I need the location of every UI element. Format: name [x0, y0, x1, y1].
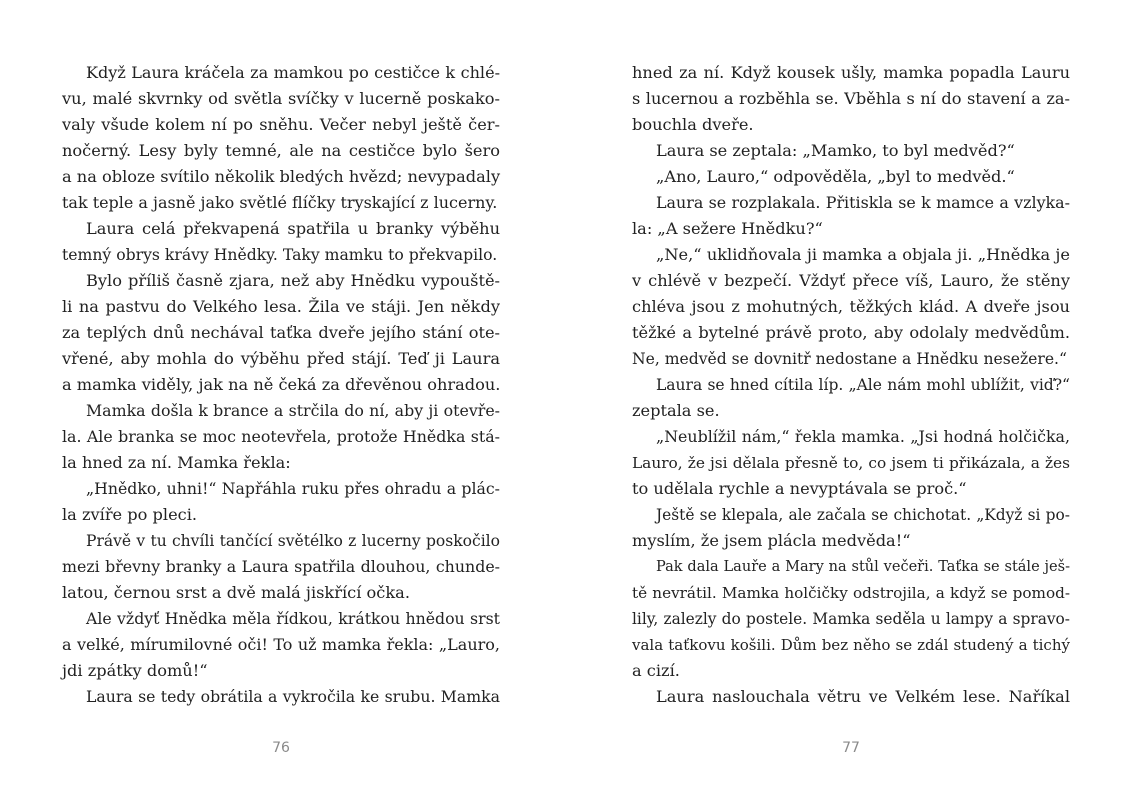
text-line: to udělala rychle a nevyptávala se proč.“ [632, 479, 967, 498]
text-line: Když Laura kráčela za mamkou po cestičce k chlé- [86, 63, 500, 82]
text-line: la hned za ní. Mamka řekla: [62, 453, 291, 472]
text-line: latou, černou srst a dvě malá jiskřící očka. [62, 583, 410, 602]
text-line: Laura naslouchala větru ve Velkém lese. Naříkal [656, 687, 1070, 706]
text-line: „Hnědko, uhni!“ Napřáhla ruku přes ohradu a plác- [86, 479, 500, 498]
text-line: tě nevrátil. Mamka holčičky odstrojila, a když se pomod- [632, 584, 1070, 602]
text-line: bouchla dveře. [632, 115, 754, 134]
text-line: valy všude kolem ní po sněhu. Večer nebyl ještě čer- [62, 115, 500, 134]
text-line: mezi břevny branky a Laura spatřila dlouhou, chunde- [62, 557, 500, 576]
text-line: a na obloze svítilo několik bledých hvězd; nevypadaly [62, 167, 501, 186]
text-line: vu, malé skvrnky od světla svíčky v lucerně poskako- [62, 89, 500, 108]
text-line: a cizí. [632, 661, 680, 680]
text-line: hned za ní. Když kousek ušly, mamka popadla Lauru [632, 63, 1070, 82]
text-line: „Neublížil nám,“ řekla mamka. „Jsi hodná holčička, [656, 427, 1070, 446]
text-line: Ještě se klepala, ale začala se chichotat. „Když si po- [656, 506, 1070, 524]
text-line: s lucernou a rozběhla se. Vběhla s ní do stavení a za- [632, 89, 1070, 108]
text-line: Bylo příliš časně zjara, než aby Hnědku vypouště- [86, 271, 500, 290]
text-line: za teplých dnů nechával taťka dveře jejího stání ote- [62, 323, 500, 342]
text-line: vala taťkovu košili. Dům bez něho se zdál studený a tichý [632, 636, 1070, 654]
text-line: Ale vždyť Hnědka měla řídkou, krátkou hnědou srst [86, 609, 500, 628]
text-line: a mamka viděly, jak na ně čeká za dřevěnou ohradou. [62, 375, 501, 394]
text-line: chléva jsou z mohutných, těžkých klád. A dveře jsou [632, 297, 1070, 316]
text-line: jdi zpátky domů!“ [62, 661, 208, 680]
text-line: myslím, že jsem plácla medvěda!“ [632, 531, 911, 550]
right-page [632, 60, 1070, 710]
text-line: „Ano, Lauro,“ odpověděla, „byl to medvěd.“ [656, 167, 1015, 186]
text-line: temný obrys krávy Hnědky. Taky mamku to překvapilo. [62, 245, 498, 264]
text-line: tak teple a jasně jako světlé flíčky tryskající z lucerny. [62, 193, 498, 212]
text-line: la. Ale branka se moc neotevřela, protože Hnědka stá- [62, 427, 500, 446]
text-line: lily, zalezly do postele. Mamka seděla u lampy a spravo- [632, 610, 1070, 628]
text-line: Právě v tu chvíli tančící světélko z lucerny poskočilo [86, 532, 500, 550]
text-line: Mamka došla k brance a strčila do ní, aby ji otevře- [86, 401, 500, 420]
page-number-right: 77 [842, 740, 860, 756]
text-line: „Ne,“ uklidňovala ji mamka a objala ji. „Hnědka je [656, 245, 1070, 264]
text-line: Lauro, že jsi dělala přesně to, co jsem ti přikázala, a žes [632, 454, 1070, 472]
left-page [62, 60, 500, 710]
text-line: vřené, aby mohla do výběhu před stájí. Teď ji Laura [62, 349, 500, 368]
text-line: v chlévě v bezpečí. Vždyť přece víš, Lauro, že stěny [632, 271, 1070, 290]
text-line: la: „A sežere Hnědku?“ [632, 219, 823, 238]
text-line: Laura se tedy obrátila a vykročila ke srubu. Mamka [86, 687, 500, 706]
text-line: Laura se zeptala: „Mamko, to byl medvěd?“ [656, 141, 1015, 160]
text-line: Laura celá překvapená spatřila u branky výběhu [86, 219, 500, 238]
text-line: la zvíře po pleci. [62, 505, 198, 524]
text-line: těžké a bytelné právě proto, aby odolaly medvědům. [632, 323, 1070, 342]
text-line: Pak dala Lauře a Mary na stůl večeři. Taťka se stále ješ- [656, 559, 1070, 575]
text-line: li na pastvu do Velkého lesa. Žila ve stáji. Jen někdy [62, 297, 500, 316]
text-line: zeptala se. [632, 401, 720, 420]
text-line: nočerný. Lesy byly temné, ale na cestičce bylo šero [62, 141, 500, 160]
text-line: Laura se hned cítila líp. „Ale nám mohl ublížit, viď?“ [656, 376, 1070, 394]
text-line: Ne, medvěd se dovnitř nedostane a Hnědku nesežere.“ [632, 350, 1067, 368]
page-number-left: 76 [272, 740, 290, 756]
text-line: a velké, mírumilovné oči! To už mamka řekla: „Lauro, [62, 635, 500, 654]
text-line: Laura se rozplakala. Přitiskla se k mamce a vzlyka- [656, 193, 1070, 212]
